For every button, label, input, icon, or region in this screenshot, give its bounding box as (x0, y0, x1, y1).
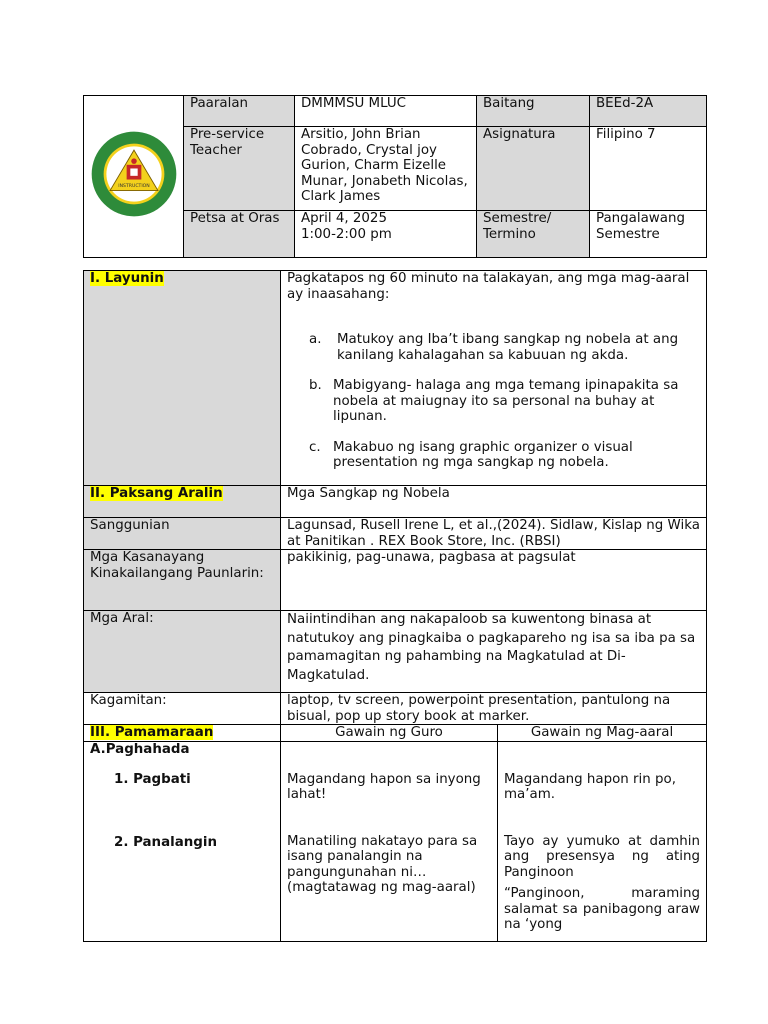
panalangin-magaaral-2: “Panginoon, maraming salamat sa panibagong araw na ‘yong (504, 886, 701, 932)
objective-c-text: Makabuo ng isang graphic organizer o visual presentation ng mga sangkap ng nobela. (333, 439, 633, 470)
header-table (83, 95, 707, 258)
value-semestre: Pangalawang Semestre (590, 211, 707, 258)
petsa-time: 1:00-2:00 pm (301, 226, 392, 242)
objective-a-marker: a. (309, 332, 322, 347)
label-petsa: Petsa at Oras (184, 211, 295, 258)
guro-activities (281, 741, 498, 941)
objective-b-marker: b. (309, 378, 322, 393)
aral-value: Naiintindihan ang nakapaloob sa kuwentong binasa at natutukoy ang pinagkaiba o pagkapareho ng isa sa iba pa sa pamamagitan ng pahambing na Magkatulad at Di-Magkatulad. (281, 611, 707, 693)
layunin-label-cell (84, 271, 281, 486)
label-baitang: Baitang (477, 96, 590, 127)
paghahanda-heading: A.Paghahada (90, 741, 190, 757)
panalangin-magaaral-1: Tayo ay yumuko at damhin ang presensya ng ating Panginoon (504, 833, 701, 880)
pagbati-step: 1. Pagbati (114, 772, 191, 787)
procedure-steps (84, 741, 281, 941)
value-paaralan: DMMMSU MLUC (295, 96, 477, 127)
objective-c (309, 440, 700, 471)
kasanayan-value: pakikinig, pag-unawa, pagbasa at pagsulat (281, 550, 707, 611)
school-logo-cell (84, 96, 184, 258)
objective-a (309, 332, 700, 363)
value-teacher: Arsitio, John Brian Cobrado, Crystal joy Gurion, Charm Eizelle Munar, Jonabeth Nicolas, Clark James (295, 127, 477, 211)
kagamitan-value: laptop, tv screen, powerpoint presentation, pantulong na bisual, pop up story book at marker. (281, 693, 707, 725)
pamamaraan-label: III. Pamamaraan (90, 725, 214, 740)
layunin-content (281, 271, 707, 486)
paksa-value: Mga Sangkap ng Nobela (281, 486, 707, 518)
label-paaralan: Paaralan (184, 96, 295, 127)
panalangin-guro: Manatiling nakatayo para sa isang panalangin na pangungunahan ni… (magtatawag ng mag-aaral) (287, 833, 478, 895)
objective-a-text: Matukoy ang Iba’t ibang sangkap ng nobela at ang kanilang kahalagahan sa kabuuan ng akda. (337, 332, 679, 363)
kasanayan-label: Mga Kasanayang Kinakailangang Paunlarin: (84, 550, 281, 611)
label-asignatura: Asignatura (477, 127, 590, 211)
paksa-label-cell (84, 486, 281, 518)
col-header-magaaral: Gawain ng Mag-aaral (498, 725, 707, 742)
pamamaraan-label-cell (84, 725, 281, 742)
aral-label: Mga Aral: (84, 611, 281, 693)
layunin-label: I. Layunin (90, 271, 164, 286)
sanggunian-value: Lagunsad, Rusell Irene L, et al.,(2024). Sidlaw, Kislap ng Wika at Panitikan . REX Book Store, Inc. (RBSI) (281, 518, 707, 550)
lesson-plan-table (83, 270, 707, 942)
value-baitang: BEEd-2A (590, 96, 707, 127)
objective-b-text: Mabigyang- halaga ang mga temang ipinapakita sa nobela at maiugnay ito sa personal na buhay at lipunan. (333, 378, 679, 424)
value-petsa (295, 211, 477, 258)
magaaral-activities (498, 741, 707, 941)
svg-text:INSTRUCTION: INSTRUCTION (117, 184, 150, 190)
kagamitan-label: Kagamitan: (84, 693, 281, 725)
col-header-guro: Gawain ng Guro (281, 725, 498, 742)
panalangin-step: 2. Panalangin (114, 834, 217, 850)
petsa-date: April 4, 2025 (301, 211, 387, 226)
sanggunian-label: Sanggunian (84, 518, 281, 550)
pagbati-magaaral: Magandang hapon rin po, ma’am. (504, 771, 676, 802)
label-semestre: Semestre/ Termino (477, 211, 590, 258)
pagbati-guro: Magandang hapon sa inyong lahat! (287, 771, 481, 802)
label-teacher: Pre-service Teacher (184, 127, 295, 211)
value-asignatura: Filipino 7 (590, 127, 707, 211)
paksa-label: II. Paksang Aralin (90, 486, 223, 501)
objective-c-marker: c. (309, 439, 321, 455)
school-logo (88, 128, 180, 220)
layunin-intro: Pagkatapos ng 60 minuto na talakayan, ang mga mag-aaral ay inaasahang: (287, 271, 690, 302)
objective-b (309, 378, 700, 425)
